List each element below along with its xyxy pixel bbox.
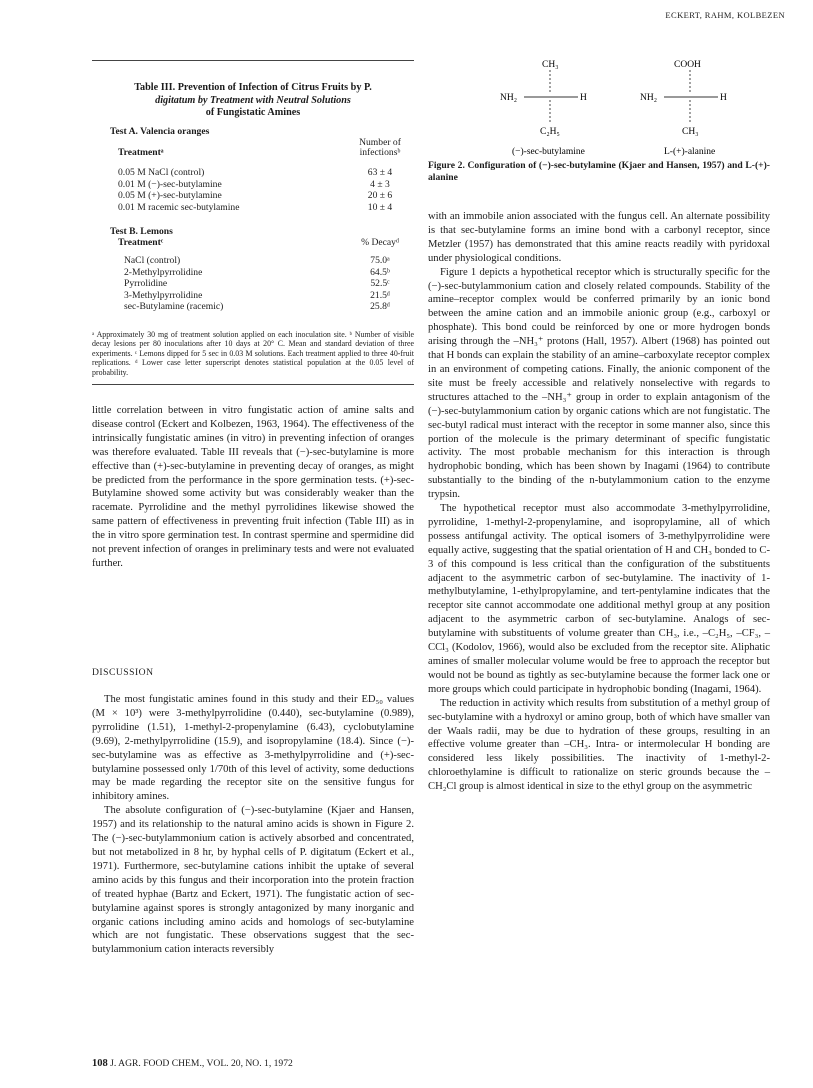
table-row: 0.05 M NaCl (control) 63 ± 4: [118, 167, 393, 179]
test-a-col-treatment: Treatmentᵃ: [118, 147, 164, 159]
right-top-group: COOH: [674, 60, 701, 70]
left-right-group: H: [580, 93, 587, 103]
table-caption-line-2: digitatum by Treatment with Neutral Solutions: [155, 94, 351, 106]
left-paragraph-2: The most fungistatic amines found in this study and their ED₅₀ values (M × 10³) were 3-methylpyrrolidine (0.440), sec-butylamine (0.989), pyrrolidine (1.51), 1-methyl-2-propenylamine (6.43), cyclobutylamine (9.69), 2-methylpyrrolidine (15.9), and isopropylamine (18.4). Since (−)-sec-butylamine was as effective as 3-methylpyrrolidine and (+)-sec-butylamine possessed only 1/70th of this level of activity, some deductions may be made regarding the receptor site on the sensitive fungus for inhibitory amines.: [92, 694, 414, 803]
test-a-title: Test A. Valencia oranges: [110, 126, 210, 137]
table-row: NaCl (control) 75.0ᵃ: [124, 255, 390, 267]
table-row: Pyrrolidine 52.5ᶜ: [124, 278, 390, 290]
figure-caption: Figure 2. Configuration of (−)-sec-butylamine (Kjaer and Hansen, 1957) and L-(+)-alanine: [428, 160, 770, 184]
test-b-col-decay: % Decayᵈ: [361, 237, 399, 249]
right-paragraph-3: The hypothetical receptor must also accommodate 3-methylpyrrolidine, pyrrolidine, 1-methyl-2-propenylamine, and isopropylamine, all of which possess antifungal activity. The optical isomers of 3-methylpyrrolidine were equally active, suggesting that the spatial orientation of H and CH₃ bonded to C-3 of this compound is less critical than the configuration of the substituents adjacent to the asymmetric carbon of sec-butylamine. The inactivity of 1-methylbutylamine, 1-ethylpropylamine, and tert-pentylamine indicates that the receptor site cannot accommodate one additional methyl group at any position adjacent to the asymmetric carbon of sec-butylamine. Analogs of sec-butylamine with substituents of volume greater than CH₃, i.e., –C₂H₅, –CF₃, –CCl₃ (Kodolov, 1966), would also be excluded from the receptor site. Aliphatic amines of smaller molecular volume would be free to approach the receptor but would not be bound as tightly as sec-butylamine because the former lack one or more groups which could participate in hydrophobic bonding (Inagami, 1964).: [428, 503, 770, 695]
table-row: 0.05 M (+)-sec-butylamine 20 ± 6: [118, 190, 393, 202]
left-structure-label: (−)-sec-butylamine: [512, 147, 585, 157]
left-paragraph-1: little correlation between in vitro fungistatic action of amine salts and disease control (Eckert and Kolbezen, 1963, 1964). The effectiveness of the intrinsically fungistatic amines (in vitro) in preventing infection of oranges was therefore evaluated. Table III reveals that (−)-sec-butylamine is more effective than (+)-sec-butylamine in preventing decay of oranges, as might be predicted from the performance in the spore germination tests. (+)-sec-Butylamine showed some activity but was considerably weaker than the racemate. Pyrrolidine and the methyl pyrrolidines likewise showed the same pattern of effectiveness in preventing fruit infection (Table III) as in the in vitro spore germination test. In contrast spermine and spermidine did not prevent infection of oranges in preliminary tests and were not evaluated further.: [92, 405, 414, 569]
test-b-col-treatment: Treatmentᶜ: [118, 237, 164, 249]
table-row: sec-Butylamine (racemic) 25.8ᵈ: [124, 300, 390, 312]
table-caption-line-1: Table III. Prevention of Infection of Citrus Fruits by P.: [134, 82, 372, 93]
left-column-top: [92, 404, 414, 571]
table-bottom-rule: [92, 384, 414, 385]
right-bottom-group: CH₃: [682, 127, 699, 137]
running-head: ECKERT, RAHM, KOLBEZEN: [665, 10, 785, 20]
left-left-group: NH₂: [500, 93, 518, 103]
test-a-block: [110, 126, 410, 213]
figure-2: [428, 56, 768, 236]
right-paragraph-1: with an immobile anion associated with the fungus cell. An alternate possibility is that sec-butylamine forms an imine bond with a carbonyl receptor, since Metzler (1957) has demonstrated that this amine reacts readily with pyridoxal under physiological conditions.: [428, 211, 770, 264]
table-row: 2-Methylpyrrolidine 64.5ᵇ: [124, 266, 390, 278]
table-row: 0.01 M racemic sec-butylamine 10 ± 4: [118, 201, 393, 213]
discussion-heading: DISCUSSION: [92, 667, 154, 678]
right-structure-label: L-(+)-alanine: [664, 147, 716, 157]
left-paragraph-3: The absolute configuration of (−)-sec-butylamine (Kjaer and Hansen, 1957) and its relationship to the natural amino acids is shown in Figure 2. The (−)-sec-butylammonium cation is actively absorbed and concentrated, but not metabolized in 8 hr, by hyphal cells of P. digitatum (Eckert et al., 1971). Furthermore, sec-butylamine cations inhibit the uptake of several amino acids by this fungus and their incorporation into the protein fraction of treated hyphae (Bartz and Eckert, 1971). The fungistatic action of sec-butylamine against spores is strongly antagonized by many inorganic and organic cations including amino acids and homologs of sec-butylamine which are not fungistatic. These observations suggest that the sec-butylammonium cation interacts reversibly: [92, 805, 414, 956]
table-top-rule: [92, 60, 414, 61]
right-paragraph-4: The reduction in activity which results from substitution of a methyl group of sec-butylamine with a hydroxyl or amino group, both of which have smaller van der Waals radii, may be due to hydration of these groups, resulting in an effective volume greater than –CH₃. Intra- or intermolecular H bonding are considered less likely possibilities. The inactivity of 1-methyl-2-chloroethylamine is difficult to rationalize on steric grounds because the –CH₂Cl group is almost identical in size to the ethyl group on the asymmetric: [428, 697, 770, 793]
table-row: 0.01 M (−)-sec-butylamine 4 ± 3: [118, 178, 390, 190]
test-a-col-number-l2: infectionsᵇ: [359, 147, 401, 159]
table-row: 3-Methylpyrrolidine 21.5ᵈ: [124, 289, 390, 301]
left-top-group: CH₃: [542, 60, 559, 70]
journal-citation: J. AGR. FOOD CHEM., VOL. 20, NO. 1, 1972: [107, 1058, 293, 1069]
right-left-group: NH₂: [640, 93, 658, 103]
test-b-title: Test B. Lemons: [110, 226, 173, 237]
table-caption: [92, 82, 414, 120]
left-bottom-group: C₂H₅: [540, 127, 560, 137]
left-column-bottom: [92, 693, 414, 957]
right-right-group: H: [720, 93, 727, 103]
test-b-block: [110, 226, 410, 312]
configuration-diagram: [428, 56, 768, 176]
test-a-col-number-l1: Number of: [359, 137, 401, 149]
table-footnote: ᵃ Approximately 30 mg of treatment solution applied on each inoculation site. ᵇ Number of visible decay lesions per 80 inoculations after 10 days at 20° C. Mean and standard deviation of three experiments. ᶜ Lemons dipped for 5 sec in 0.03 M solutions. Each treatment applied to three 40-fruit replications. ᵈ Lower case letter superscript denotes statistical population at the 0.05 level of probability.: [92, 330, 414, 377]
page-footer: [92, 1058, 293, 1069]
right-paragraph-2: Figure 1 depicts a hypothetical receptor which is structurally specific for the (−)-sec-butylammonium cation and closely related compounds. Stability of the amine–receptor complex would be conferred primarily by an ionic bond between the amine cation and an immobile anionic group (e.g., carboxyl or phosphate). This bond could be reinforced by one or more hydrogen bonds arising through the –NH₃⁺ protons (Hall, 1957). Albert (1968) has pointed out that H bonds can explain the stability of an amine–carboxylate receptor complex in an environment of competing cations. Finally, the anionic component of the site must be freely accessible and relatively nonselective with regards to structures attached to the –NH₃⁺ group in order to explain antagonism of the (−)-sec-butylammonium cation by organic cations which are not fungistatic. The sec-butyl radical must interact with the receptor in some manner also, since this portion of the molecule is the primary determinant of specific fungistatic activity. The most probable mechanism for this interaction is through hydrophobic bonding, which has been shown by Inagami (1964) to contribute substantially to the binding of the n-butylammonium cation to the enzyme trypsin.: [428, 266, 770, 501]
table-caption-line-3: of Fungistatic Amines: [205, 107, 301, 119]
right-column: [428, 210, 770, 794]
page-number: 108: [92, 1058, 108, 1069]
